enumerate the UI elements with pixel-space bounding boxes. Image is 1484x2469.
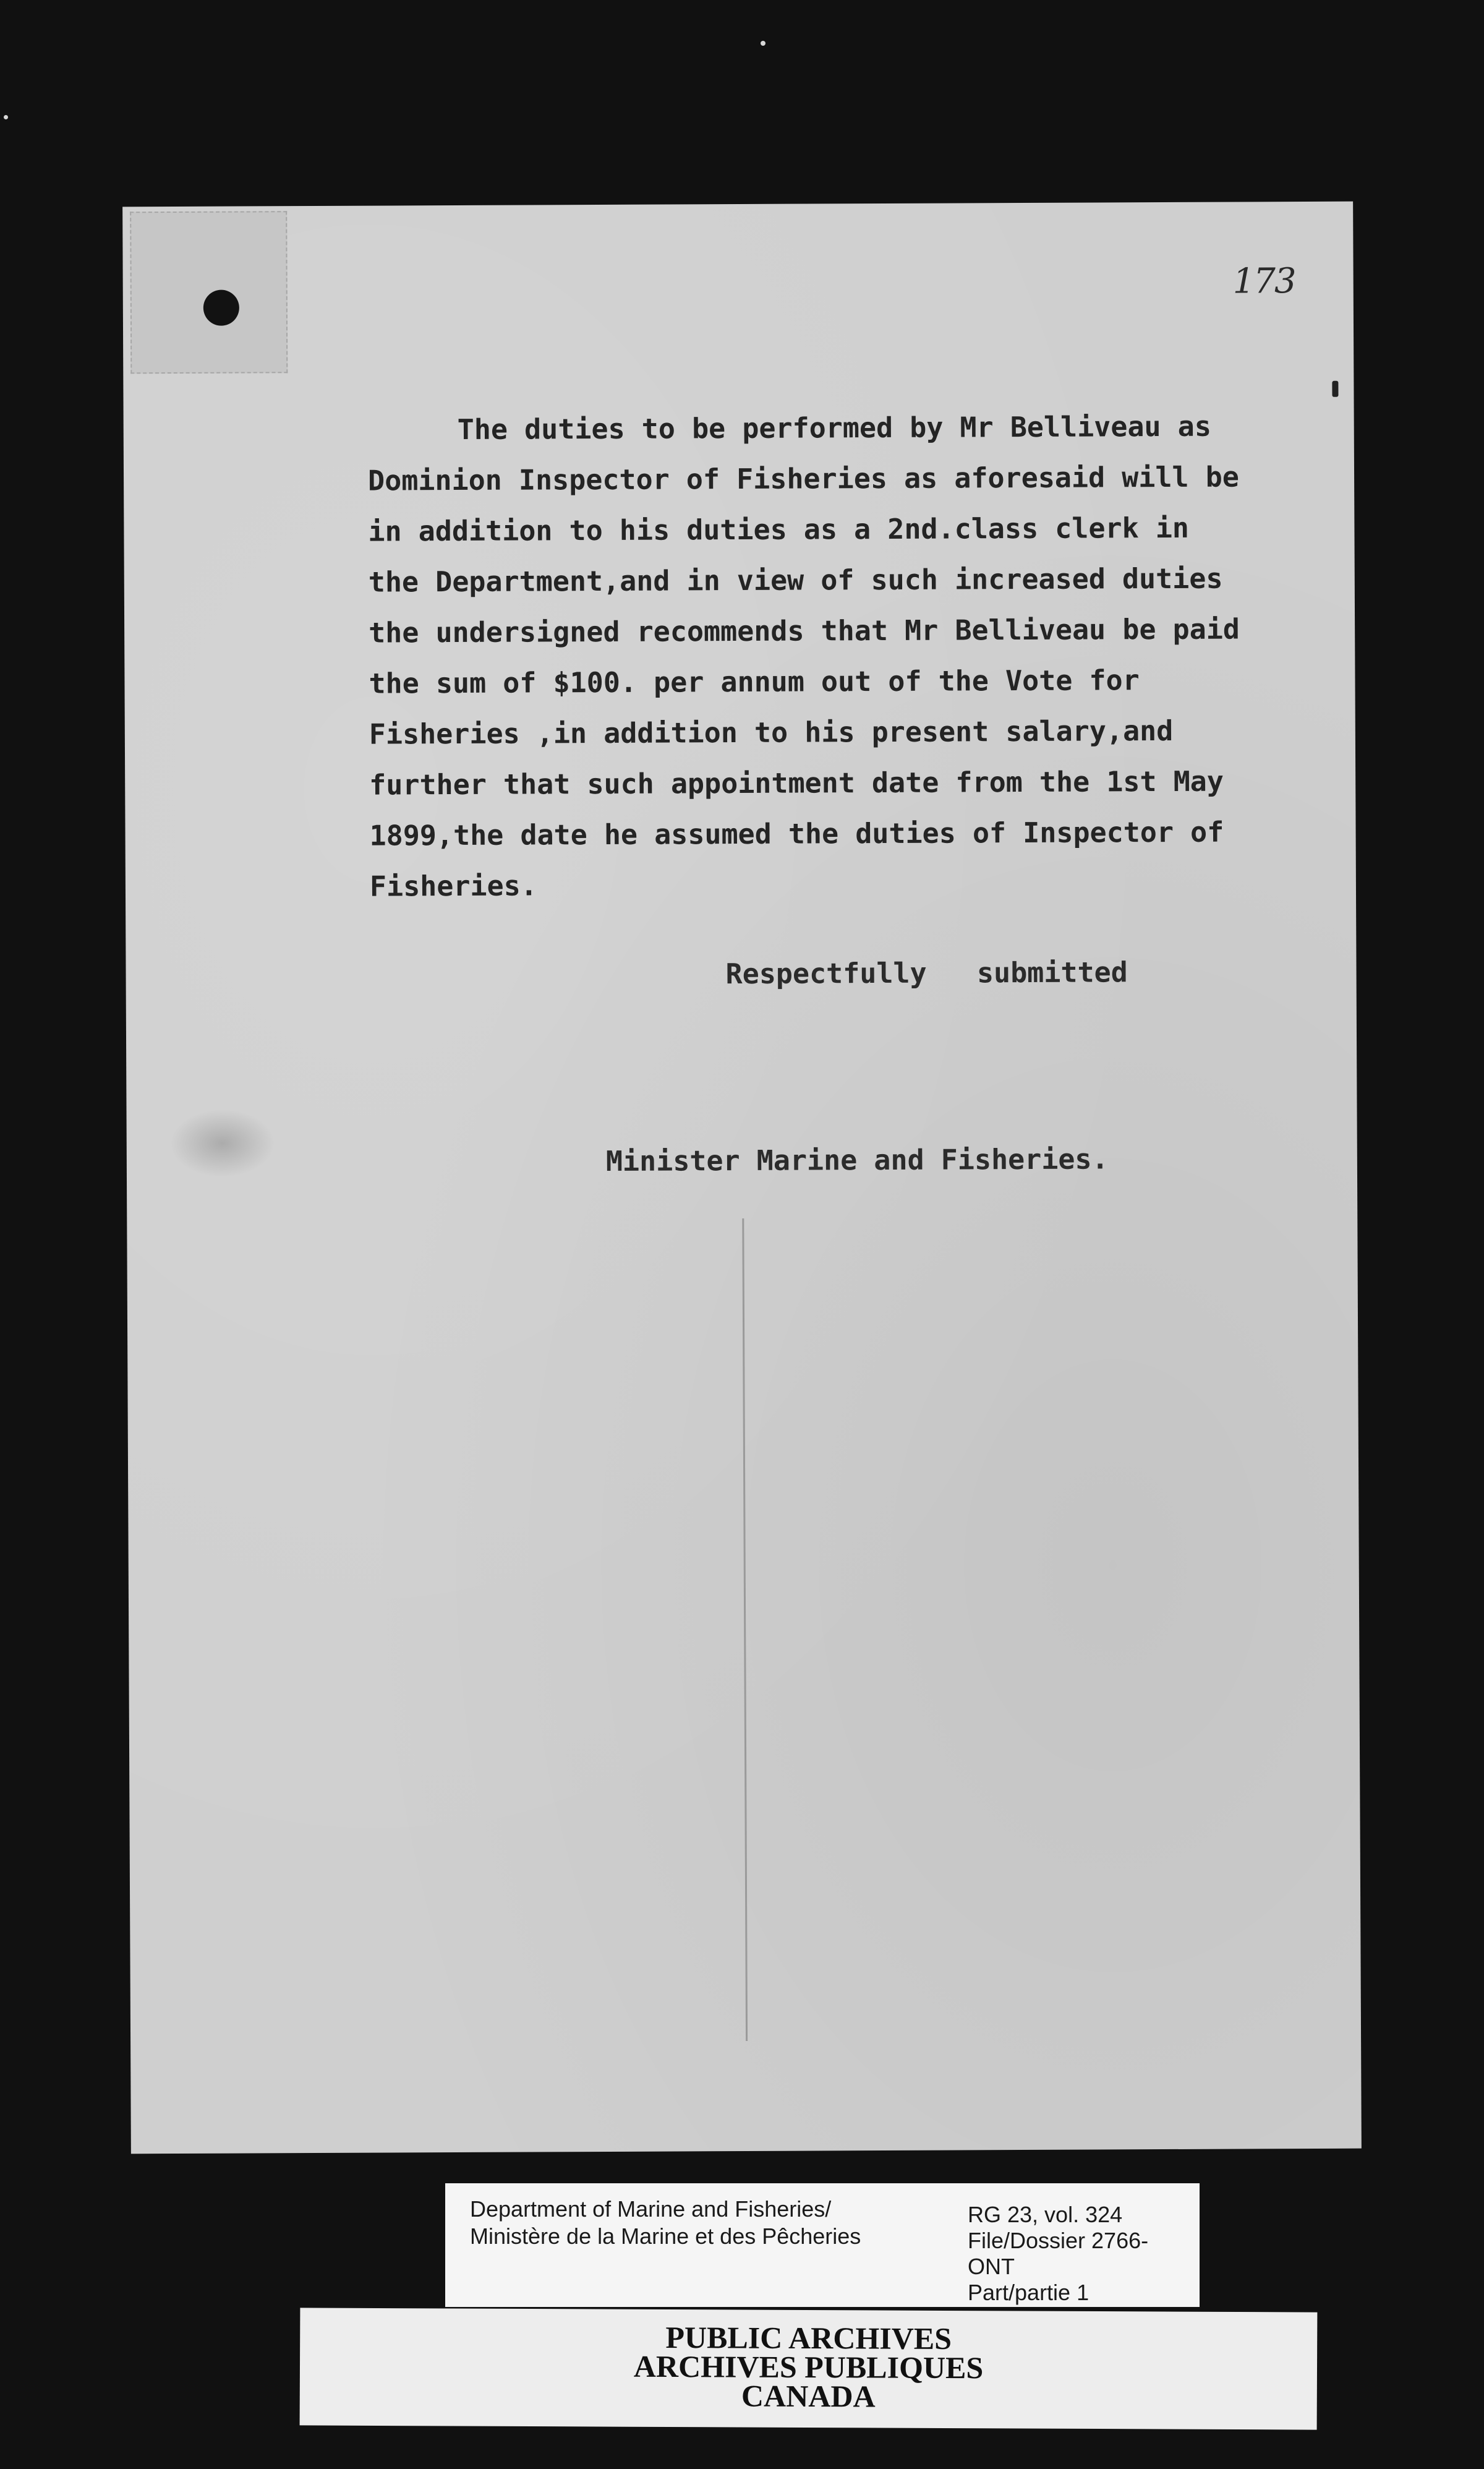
document-body [368, 401, 1372, 912]
closing-phrase: Respectfully submitted [725, 956, 1128, 991]
page-number: 173 [1232, 261, 1295, 302]
punch-hole [203, 290, 239, 326]
film-speck [4, 115, 8, 119]
stamp-line-country: CANADA [741, 2378, 876, 2414]
archive-reference-label [445, 2183, 1200, 2307]
body-line: 1899,the date he assumed the duties of Inspector of [369, 815, 1224, 852]
film-speck [761, 41, 765, 46]
record-group: RG 23, vol. 324 [968, 2202, 1123, 2227]
signature-title: Minister Marine and Fisheries. [605, 1142, 1109, 1178]
body-line: Dominion Inspector of Fisheries as aforesaid will be [367, 460, 1239, 497]
department-name-en: Department of Marine and Fisheries/ [470, 2196, 832, 2222]
body-line: the undersigned recommends that Mr Belliveau be paid [369, 612, 1240, 649]
document-page [122, 202, 1362, 2154]
archives-stamp [300, 2308, 1318, 2429]
body-line: the sum of $100. per annum out of the Vote for [369, 664, 1140, 700]
body-line: in addition to his duties as a 2nd.class clerk in [368, 511, 1190, 548]
edge-mark [1332, 381, 1338, 397]
file-reference [968, 2202, 1148, 2306]
department-name [470, 2196, 861, 2250]
body-line: further that such appointment date from the 1st May [369, 764, 1224, 802]
file-suffix: ONT [968, 2254, 1015, 2279]
fold-line [742, 1218, 748, 2041]
stamp-line-en: PUBLIC ARCHIVES [665, 2319, 952, 2356]
stamp-line-fr: ARCHIVES PUBLIQUES [633, 2348, 984, 2386]
body-line: the Department,and in view of such increased duties [368, 562, 1223, 599]
part-number: Part/partie 1 [968, 2280, 1090, 2305]
body-line: The duties to be performed by Mr Belliveau as [457, 409, 1211, 446]
archives-stamp-text [300, 2321, 1318, 2413]
body-line: Fisheries ,in addition to his present salary,and [369, 714, 1174, 751]
corner-patch [130, 211, 288, 374]
department-name-fr: Ministère de la Marine et des Pêcheries [470, 2223, 861, 2249]
smudge [170, 1109, 275, 1178]
file-number: File/Dossier 2766- [968, 2228, 1149, 2253]
body-line: Fisheries. [369, 869, 537, 903]
